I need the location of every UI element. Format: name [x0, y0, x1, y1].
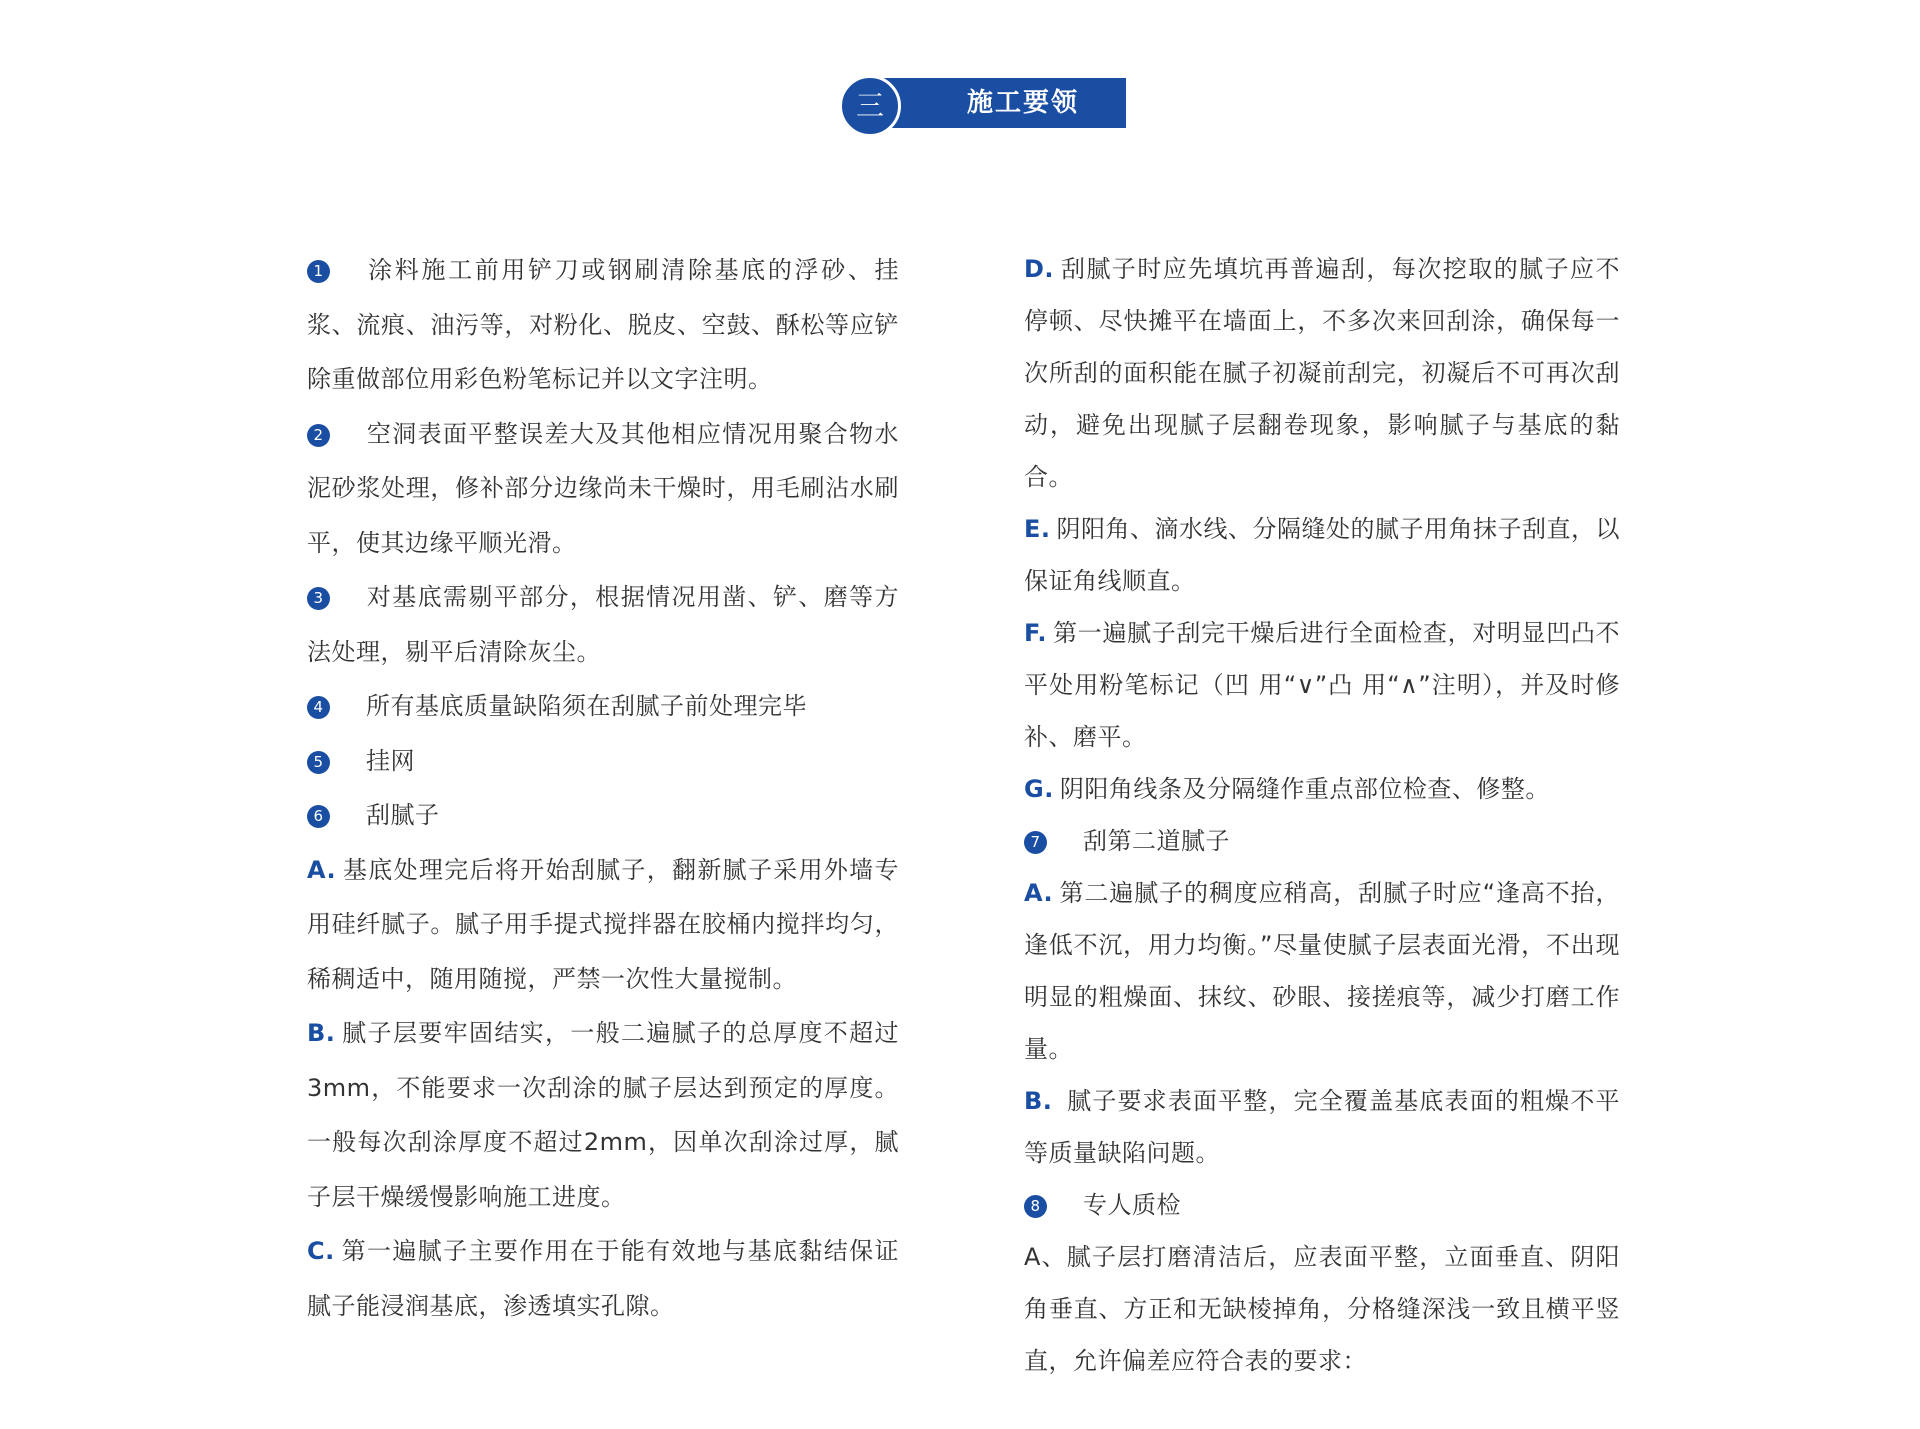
step-number-badge: 2	[307, 424, 330, 447]
paragraph	[307, 843, 899, 1007]
paragraph	[1024, 607, 1620, 763]
paragraph-text: A、腻子层打磨清洁后，应表面平整，立面垂直、阴阳角垂直、方正和无缺棱掉角，分格缝深浅一致且横平竖直，允许偏差应符合表的要求：	[1024, 1243, 1620, 1375]
step-number-badge: 7	[1024, 831, 1047, 854]
paragraph-text: 腻子层要牢固结实，一般二遍腻子的总厚度不超过3mm，不能要求一次刮涂的腻子层达到预定的厚度。一般每次刮涂厚度不超过2mm，因单次刮涂过厚，腻子层干燥缓慢影响施工进度。	[307, 1019, 899, 1211]
paragraph-text: 第一遍腻子刮完干燥后进行全面检查，对明显凹凸不平处用粉笔标记（凹 用“∨”凸 用“∧”注明），并及时修补、磨平。	[1024, 619, 1620, 751]
paragraph-text: 挂网	[366, 746, 415, 775]
paragraph-text: 腻子要求表面平整，完全覆盖基底表面的粗燥不平等质量缺陷问题。	[1024, 1087, 1620, 1167]
right-column	[1024, 243, 1620, 1387]
paragraph-text: 刮腻子	[366, 801, 440, 829]
step-number-badge: 3	[307, 587, 330, 610]
paragraph	[1024, 867, 1620, 1075]
item-letter: D.	[1024, 255, 1055, 283]
paragraph-text: 第一遍腻子主要作用在于能有效地与基底黏结保证腻子能浸润基底，渗透填实孔隙。	[307, 1237, 899, 1320]
section-number-badge: 三	[839, 75, 901, 137]
item-letter: A.	[307, 855, 337, 884]
paragraph	[307, 679, 899, 734]
item-letter: B.	[307, 1019, 336, 1047]
section-title: 施工要领	[966, 88, 1079, 118]
section-title-bar	[881, 78, 1126, 128]
step-number-badge: 4	[307, 696, 330, 719]
paragraph	[307, 243, 899, 407]
paragraph	[1024, 243, 1620, 503]
item-letter: B.	[1024, 1087, 1053, 1115]
paragraph	[1024, 1075, 1620, 1179]
paragraph	[1024, 1179, 1620, 1231]
paragraph	[307, 734, 899, 789]
item-letter: E.	[1024, 515, 1051, 543]
item-letter: G.	[1024, 775, 1054, 803]
item-letter: C.	[307, 1237, 335, 1265]
item-letter: A.	[1024, 879, 1054, 907]
paragraph	[307, 570, 899, 679]
paragraph-text: 阴阳角线条及分隔缝作重点部位检查、修整。	[1059, 775, 1550, 803]
paragraph-text: 涂料施工前用铲刀或钢刷清除基底的浮砂、挂浆、流痕、油污等，对粉化、脱皮、空鼓、酥松等应铲除重做部位用彩色粉笔标记并以文字注明。	[307, 256, 899, 393]
paragraph-text: 空洞表面平整误差大及其他相应情况用聚合物水泥砂浆处理，修补部分边缘尚未干燥时，用毛刷沾水刷平，使其边缘平顺光滑。	[307, 419, 899, 557]
step-number-badge: 8	[1024, 1195, 1047, 1218]
paragraph	[307, 788, 899, 843]
left-column	[307, 243, 899, 1333]
paragraph	[1024, 763, 1620, 815]
paragraph-text: 刮第二道腻子	[1083, 827, 1230, 855]
paragraph	[1024, 1231, 1620, 1387]
step-number-badge: 6	[307, 805, 330, 828]
step-number-badge: 5	[307, 751, 330, 774]
paragraph-text: 第二遍腻子的稠度应稍高，刮腻子时应“逢高不抬，逢低不沉，用力均衡。”尽量使腻子层表面光滑，不出现明显的粗燥面、抹纹、砂眼、接搓痕等，减少打磨工作量。	[1024, 879, 1620, 1063]
paragraph-text: 刮腻子时应先填坑再普遍刮，每次挖取的腻子应不停顿、尽快摊平在墙面上，不多次来回刮涂，确保每一次所刮的面积能在腻子初凝前刮完，初凝后不可再次刮动，避免出现腻子层翻卷现象，影响腻子与基底的黏合。	[1024, 255, 1620, 491]
paragraph	[307, 1224, 899, 1333]
paragraph-text: 阴阳角、滴水线、分隔缝处的腻子用角抹子刮直，以保证角线顺直。	[1024, 515, 1621, 595]
step-number-badge: 1	[307, 260, 330, 283]
paragraph	[1024, 815, 1620, 867]
paragraph	[1024, 503, 1620, 607]
paragraph	[307, 1006, 899, 1224]
paragraph-text: 所有基底质量缺陷须在刮腻子前处理完毕	[366, 692, 807, 720]
item-letter: F.	[1024, 619, 1047, 647]
paragraph	[307, 407, 899, 571]
paragraph-text: 基底处理完后将开始刮腻子，翻新腻子采用外墙专用硅纤腻子。腻子用手提式搅拌器在胶桶内搅拌均匀，稀稠适中，随用随搅，严禁一次性大量搅制。	[307, 855, 899, 993]
paragraph-text: 专人质检	[1083, 1191, 1181, 1219]
paragraph-text: 对基底需剔平部分，根据情况用凿、铲、磨等方法处理，剔平后清除灰尘。	[307, 583, 899, 666]
